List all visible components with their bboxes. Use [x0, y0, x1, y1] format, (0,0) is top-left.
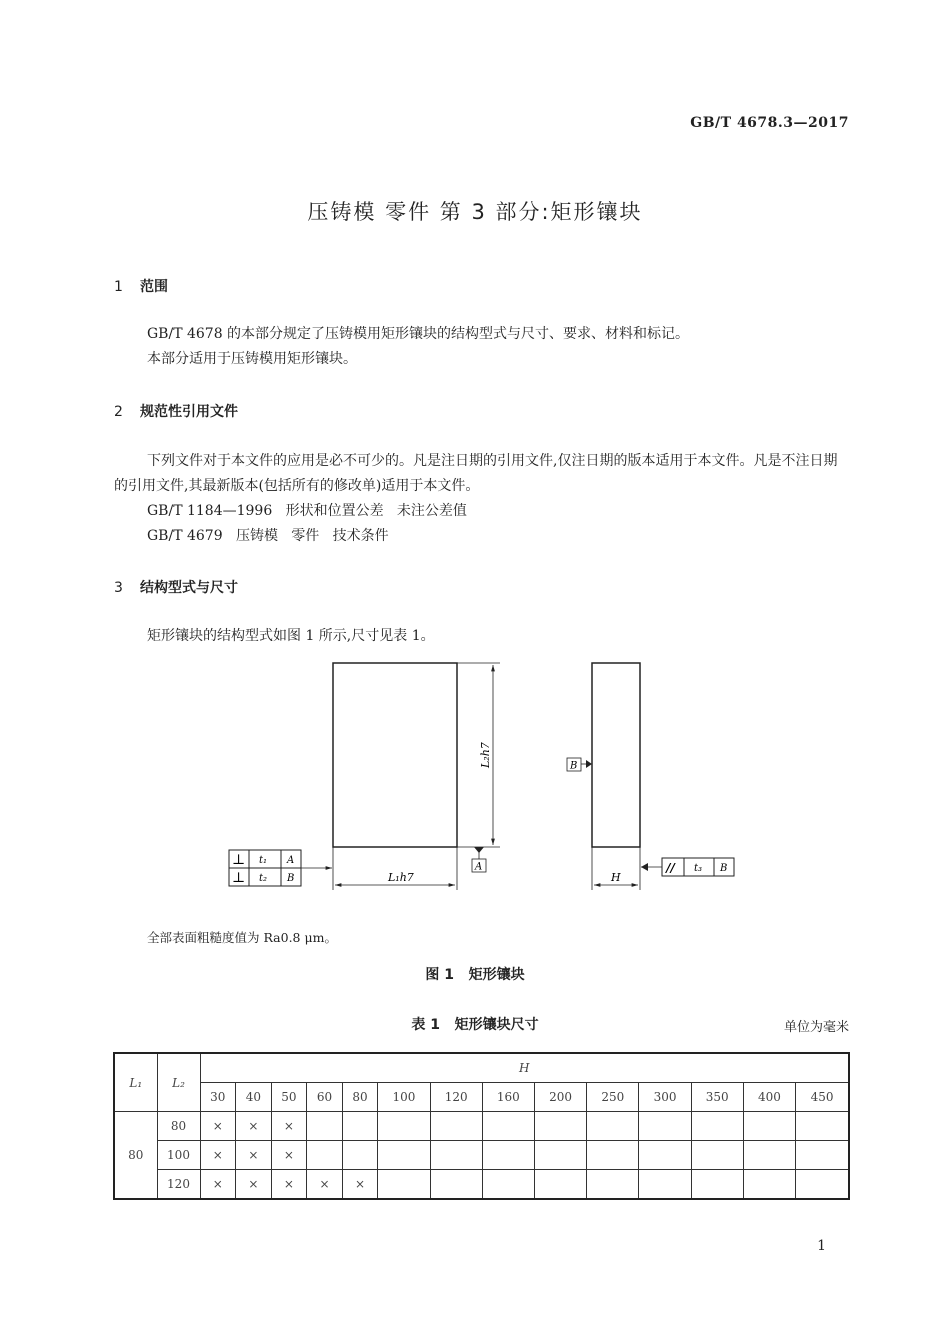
table-unit: 单位为毫米 [783, 1020, 849, 1035]
cell-mark [534, 1112, 586, 1141]
h-value: 200 [534, 1083, 586, 1112]
cell-mark: × [236, 1141, 272, 1170]
cell-mark: × [307, 1170, 343, 1200]
cell-mark [587, 1141, 639, 1170]
cell-mark [587, 1170, 639, 1200]
cell-mark: × [271, 1112, 307, 1141]
cell-mark [378, 1170, 430, 1200]
cell-mark [691, 1141, 743, 1170]
cell-mark: × [236, 1112, 272, 1141]
cell-mark [587, 1112, 639, 1141]
cell-mark [482, 1170, 534, 1200]
cell-mark: × [200, 1141, 236, 1170]
feature-control-frames-left [229, 850, 332, 886]
datum-ref-b: B [287, 873, 295, 884]
h-value: 300 [639, 1083, 691, 1112]
cell-mark [691, 1170, 743, 1200]
header-l1: L₁ [114, 1053, 157, 1112]
perpendicularity-icon: ⊥ [232, 870, 246, 886]
cell-mark [378, 1112, 430, 1141]
section-number: 2 [114, 404, 123, 420]
cell-mark [307, 1112, 343, 1141]
cell-mark [796, 1170, 849, 1200]
cell-mark [534, 1141, 586, 1170]
cell-mark: × [200, 1170, 236, 1200]
datum-ref-a: A [287, 855, 295, 866]
page-number: 1 [817, 1238, 826, 1254]
cell-mark [430, 1170, 482, 1200]
cell-mark [482, 1141, 534, 1170]
table-caption: 表 1 矩形镶块尺寸 [411, 1017, 539, 1033]
figure-caption: 图 1 矩形镶块 [425, 967, 525, 983]
feature-control-frame-right [641, 858, 734, 876]
normative-ref-1: GB/T 1184—1996 形状和位置公差 未注公差值 [147, 503, 467, 519]
section-number: 3 [114, 580, 123, 596]
section-title: 范围 [140, 279, 168, 295]
perpendicularity-icon: ⊥ [232, 852, 246, 868]
cell-mark: × [271, 1141, 307, 1170]
h-value: 120 [430, 1083, 482, 1112]
cell-mark [342, 1141, 378, 1170]
h-value: 50 [271, 1083, 307, 1112]
cell-mark [342, 1112, 378, 1141]
cell-mark: × [271, 1170, 307, 1200]
tolerance-t3: t₃ [694, 863, 703, 874]
parallelism-icon: // [666, 861, 675, 875]
cell-mark [796, 1112, 849, 1141]
table-row [114, 1170, 849, 1200]
table-row [114, 1112, 849, 1141]
h-dimension-label: H [611, 871, 621, 884]
table-row [114, 1141, 849, 1170]
datum-ref-b: B [720, 863, 728, 874]
cell-mark [691, 1112, 743, 1141]
cell-mark [639, 1141, 691, 1170]
cell-mark [796, 1141, 849, 1170]
document-title: 压铸模 零件 第 3 部分:矩形镶块 [307, 200, 643, 224]
h-value: 450 [796, 1083, 849, 1112]
width-dimension-label: L₁h7 [388, 871, 414, 884]
cell-mark [639, 1170, 691, 1200]
structure-paragraph: 矩形镶块的结构型式如图 1 所示,尺寸见表 1。 [147, 628, 435, 644]
side-view-outline [592, 663, 640, 847]
h-value: 100 [378, 1083, 430, 1112]
cell-mark [482, 1112, 534, 1141]
section-number: 1 [114, 279, 123, 295]
l2-value: 120 [157, 1170, 200, 1200]
h-value: 40 [236, 1083, 272, 1112]
normative-ref-2: GB/T 4679 压铸模 零件 技术条件 [147, 528, 389, 544]
datum-b-label: B [570, 760, 578, 772]
h-value: 30 [200, 1083, 236, 1112]
front-view-outline [333, 663, 457, 847]
scope-paragraph-1: GB/T 4678 的本部分规定了压铸模用矩形镶块的结构型式与尺寸、要求、材料和标记。 [147, 326, 690, 342]
dimensions-table [113, 1052, 850, 1200]
cell-mark [743, 1112, 795, 1141]
section-title: 规范性引用文件 [140, 404, 238, 420]
cell-mark [430, 1141, 482, 1170]
h-value: 80 [342, 1083, 378, 1112]
normative-intro: 下列文件对于本文件的应用是必不可少的。凡是注日期的引用文件,仅注日期的版本适用于本文件。凡是不注日期的引用文件,其最新版本(包括所有的修改单)适用于本文件。 [114, 453, 838, 494]
tolerance-t2: t₂ [259, 873, 268, 884]
cell-mark: × [236, 1170, 272, 1200]
l2-value: 80 [157, 1112, 200, 1141]
h-value: 160 [482, 1083, 534, 1112]
cell-mark [378, 1141, 430, 1170]
standard-code: GB/T 4678.3—2017 [690, 115, 849, 131]
height-dimension-label: L₂h7 [479, 742, 492, 768]
cell-mark [639, 1112, 691, 1141]
l2-value: 100 [157, 1141, 200, 1170]
header-l2: L₂ [157, 1053, 200, 1112]
section-title: 结构型式与尺寸 [140, 580, 238, 596]
h-value: 250 [587, 1083, 639, 1112]
tolerance-t1: t₁ [259, 855, 268, 866]
cell-mark [307, 1141, 343, 1170]
h-value: 350 [691, 1083, 743, 1112]
h-value: 60 [307, 1083, 343, 1112]
datum-a-label: A [475, 861, 483, 873]
cell-mark: × [342, 1170, 378, 1200]
roughness-note: 全部表面粗糙度值为 Ra0.8 μm。 [147, 930, 337, 945]
l1-value: 80 [114, 1112, 157, 1200]
scope-paragraph-2: 本部分适用于压铸模用矩形镶块。 [147, 351, 357, 367]
h-value: 400 [743, 1083, 795, 1112]
cell-mark [743, 1170, 795, 1200]
header-h: H [200, 1053, 849, 1083]
cell-mark [430, 1112, 482, 1141]
h-values-row [114, 1083, 849, 1112]
cell-mark [743, 1141, 795, 1170]
cell-mark: × [200, 1112, 236, 1141]
cell-mark [534, 1170, 586, 1200]
